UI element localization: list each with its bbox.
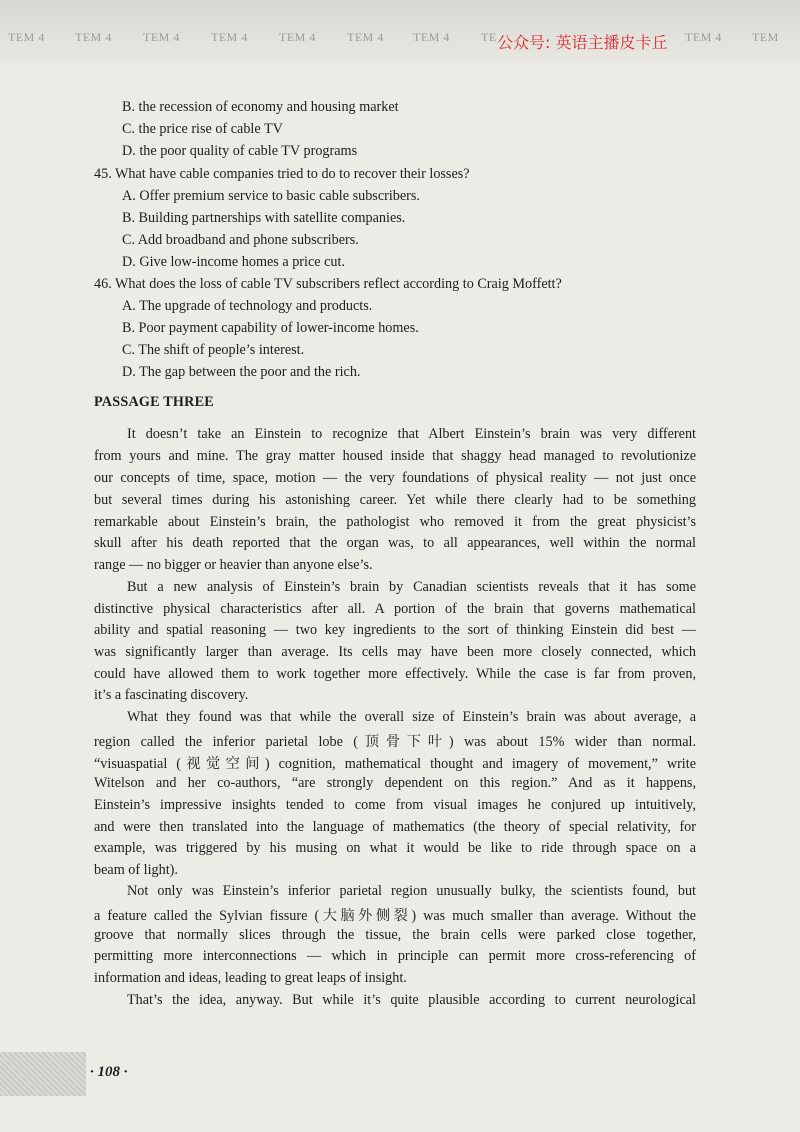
paragraph-line: It doesn’t take an Einstein to recognize that Albert Einstein’s brain was very different [127, 426, 696, 442]
header-label: TEM 4 [279, 30, 316, 44]
header-label: TEM 4 [413, 30, 450, 44]
q45-question: 45. What have cable companies tried to do to recover their losses? [94, 166, 470, 182]
q44-option-c: C. the price rise of cable TV [122, 121, 283, 137]
paragraph-line: That’s the idea, anyway. But while it’s quite plausible according to current neurological [127, 992, 696, 1008]
paragraph-line: Witelson and her co-authors, “are strongly dependent on this region.” And as it happens, [94, 775, 696, 791]
paragraph-line: distinctive physical characteristics after all. A portion of the brain that governs mathematical [94, 601, 696, 617]
paragraph-line: What they found was that while the overall size of Einstein’s brain was about average, a [127, 709, 696, 725]
paragraph-line: skull after his death reported that the organ was, to all appearances, well within the normal [94, 535, 696, 551]
paragraph-line: Einstein’s impressive insights tended to come from visual images he conjured up intuitively, [94, 797, 696, 813]
q46-option-b: B. Poor payment capability of lower-income homes. [122, 320, 419, 336]
paragraph-line: a feature called the Sylvian fissure (大脑外侧裂) was much smaller than average. Without the [94, 908, 696, 924]
q44-option-b: B. the recession of economy and housing market [122, 99, 399, 115]
header-label: TEM 4 [143, 30, 180, 44]
paragraph-line: ability and spatial reasoning — two key ingredients to the sort of thinking Einstein did best — [94, 622, 696, 638]
paragraph-line: “visuaspatial (视觉空间) cognition, mathematical thought and imagery of movement,” write [94, 756, 696, 772]
q45-option-d: D. Give low-income homes a price cut. [122, 254, 345, 270]
paragraph-line: permitting more interconnections — which in principle can permit more cross-referencing of [94, 948, 696, 964]
passage-title: PASSAGE THREE [94, 394, 214, 410]
paragraph-line: range — no bigger or heavier than anyone else’s. [94, 557, 373, 573]
paragraph-line: example, was triggered by his musing on what it would be like to ride through space on a [94, 840, 696, 856]
paragraph-line: but several times during his astonishing career. Yet while there clearly had to be something [94, 492, 696, 508]
watermark-text: 公众号: 英语主播皮卡丘 [497, 33, 668, 52]
header-label: TEM 4 [75, 30, 112, 44]
paragraph-line: beam of light). [94, 862, 178, 878]
q45-option-b: B. Building partnerships with satellite companies. [122, 210, 406, 226]
header-label: TEM 4 [211, 30, 248, 44]
paragraph-line: it’s a fascinating discovery. [94, 687, 249, 703]
paragraph-line: was significantly larger than average. Its cells may have been more closely connected, which [94, 644, 696, 660]
header-label: TE [481, 30, 497, 44]
q46-option-d: D. The gap between the poor and the rich. [122, 364, 361, 380]
paragraph-line: and were then translated into the language of mathematics (the theory of special relativity, for [94, 819, 696, 835]
header-label: TEM 4 [347, 30, 384, 44]
paragraph-line: remarkable about Einstein’s brain, the pathologist who removed it from the great physicist’s [94, 514, 696, 530]
paragraph-line: could have allowed them to work together more effectively. While the case is far from proven, [94, 666, 696, 682]
q46-option-c: C. The shift of people’s interest. [122, 342, 305, 358]
q45-option-c: C. Add broadband and phone subscribers. [122, 232, 359, 248]
header-label: TEM [752, 30, 779, 44]
paragraph-line: region called the inferior parietal lobe (顶骨下叶) was about 15% wider than normal. [94, 734, 696, 750]
footer-band [0, 1052, 86, 1096]
q44-option-d: D. the poor quality of cable TV programs [122, 143, 358, 159]
q45-option-a: A. Offer premium service to basic cable subscribers. [122, 188, 420, 204]
q46-question: 46. What does the loss of cable TV subscribers reflect according to Craig Moffett? [94, 276, 562, 292]
page-number: · 108 · [90, 1064, 128, 1080]
paragraph-line: from yours and mine. The gray matter housed inside that shaggy head managed to revolutionize [94, 448, 696, 464]
header-band [0, 0, 800, 62]
paragraph-line: But a new analysis of Einstein’s brain by Canadian scientists reveals that it has some [127, 579, 696, 595]
paragraph-line: information and ideas, leading to great leaps of insight. [94, 970, 407, 986]
q46-option-a: A. The upgrade of technology and products. [122, 298, 373, 314]
header-label: TEM 4 [8, 30, 45, 44]
paragraph-line: groove that normally slices through the tissue, the brain cells were parked close together, [94, 927, 696, 943]
header-label: TEM 4 [685, 30, 722, 44]
paragraph-line: Not only was Einstein’s inferior parietal region unusually bulky, the scientists found, but [127, 883, 696, 899]
paragraph-line: our concepts of time, space, motion — the very foundations of physical reality — not just once [94, 470, 696, 486]
